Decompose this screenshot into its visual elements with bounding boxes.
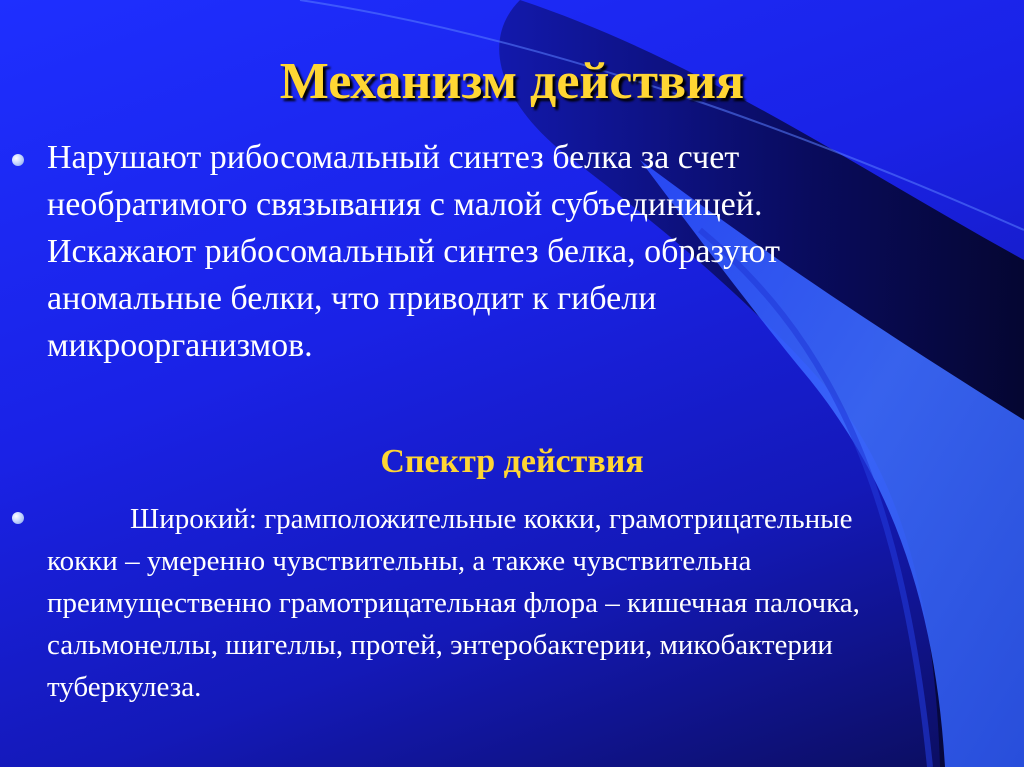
spectrum-line: кокки – умеренно чувствительны, а также чувствительна	[47, 545, 752, 577]
mechanism-line: микроорганизмов.	[47, 327, 313, 364]
mechanism-line: аномальные белки, что приводит к гибели	[47, 280, 657, 317]
spectrum-line: туберкулеза.	[47, 671, 202, 703]
spectrum-subtitle: Спектр действия	[380, 443, 644, 480]
bullet-icon	[12, 154, 24, 166]
mechanism-line: необратимого связывания с малой субъединицей.	[47, 186, 763, 223]
spectrum-line: преимущественно грамотрицательная флора – кишечная палочка,	[47, 587, 860, 619]
spectrum-line: Широкий: грамположительные кокки, грамотрицательные	[130, 503, 853, 535]
slide-title: Механизм действия	[279, 53, 745, 110]
mechanism-paragraph	[47, 134, 907, 369]
mechanism-line: Нарушают рибосомальный синтез белка за счет	[47, 139, 740, 176]
spectrum-line: сальмонеллы, шигеллы, протей, энтеробактерии, микобактерии	[47, 629, 833, 661]
spectrum-paragraph	[47, 498, 1007, 708]
mechanism-line: Искажают рибосомальный синтез белка, образуют	[47, 233, 780, 270]
bullet-icon	[12, 512, 24, 524]
